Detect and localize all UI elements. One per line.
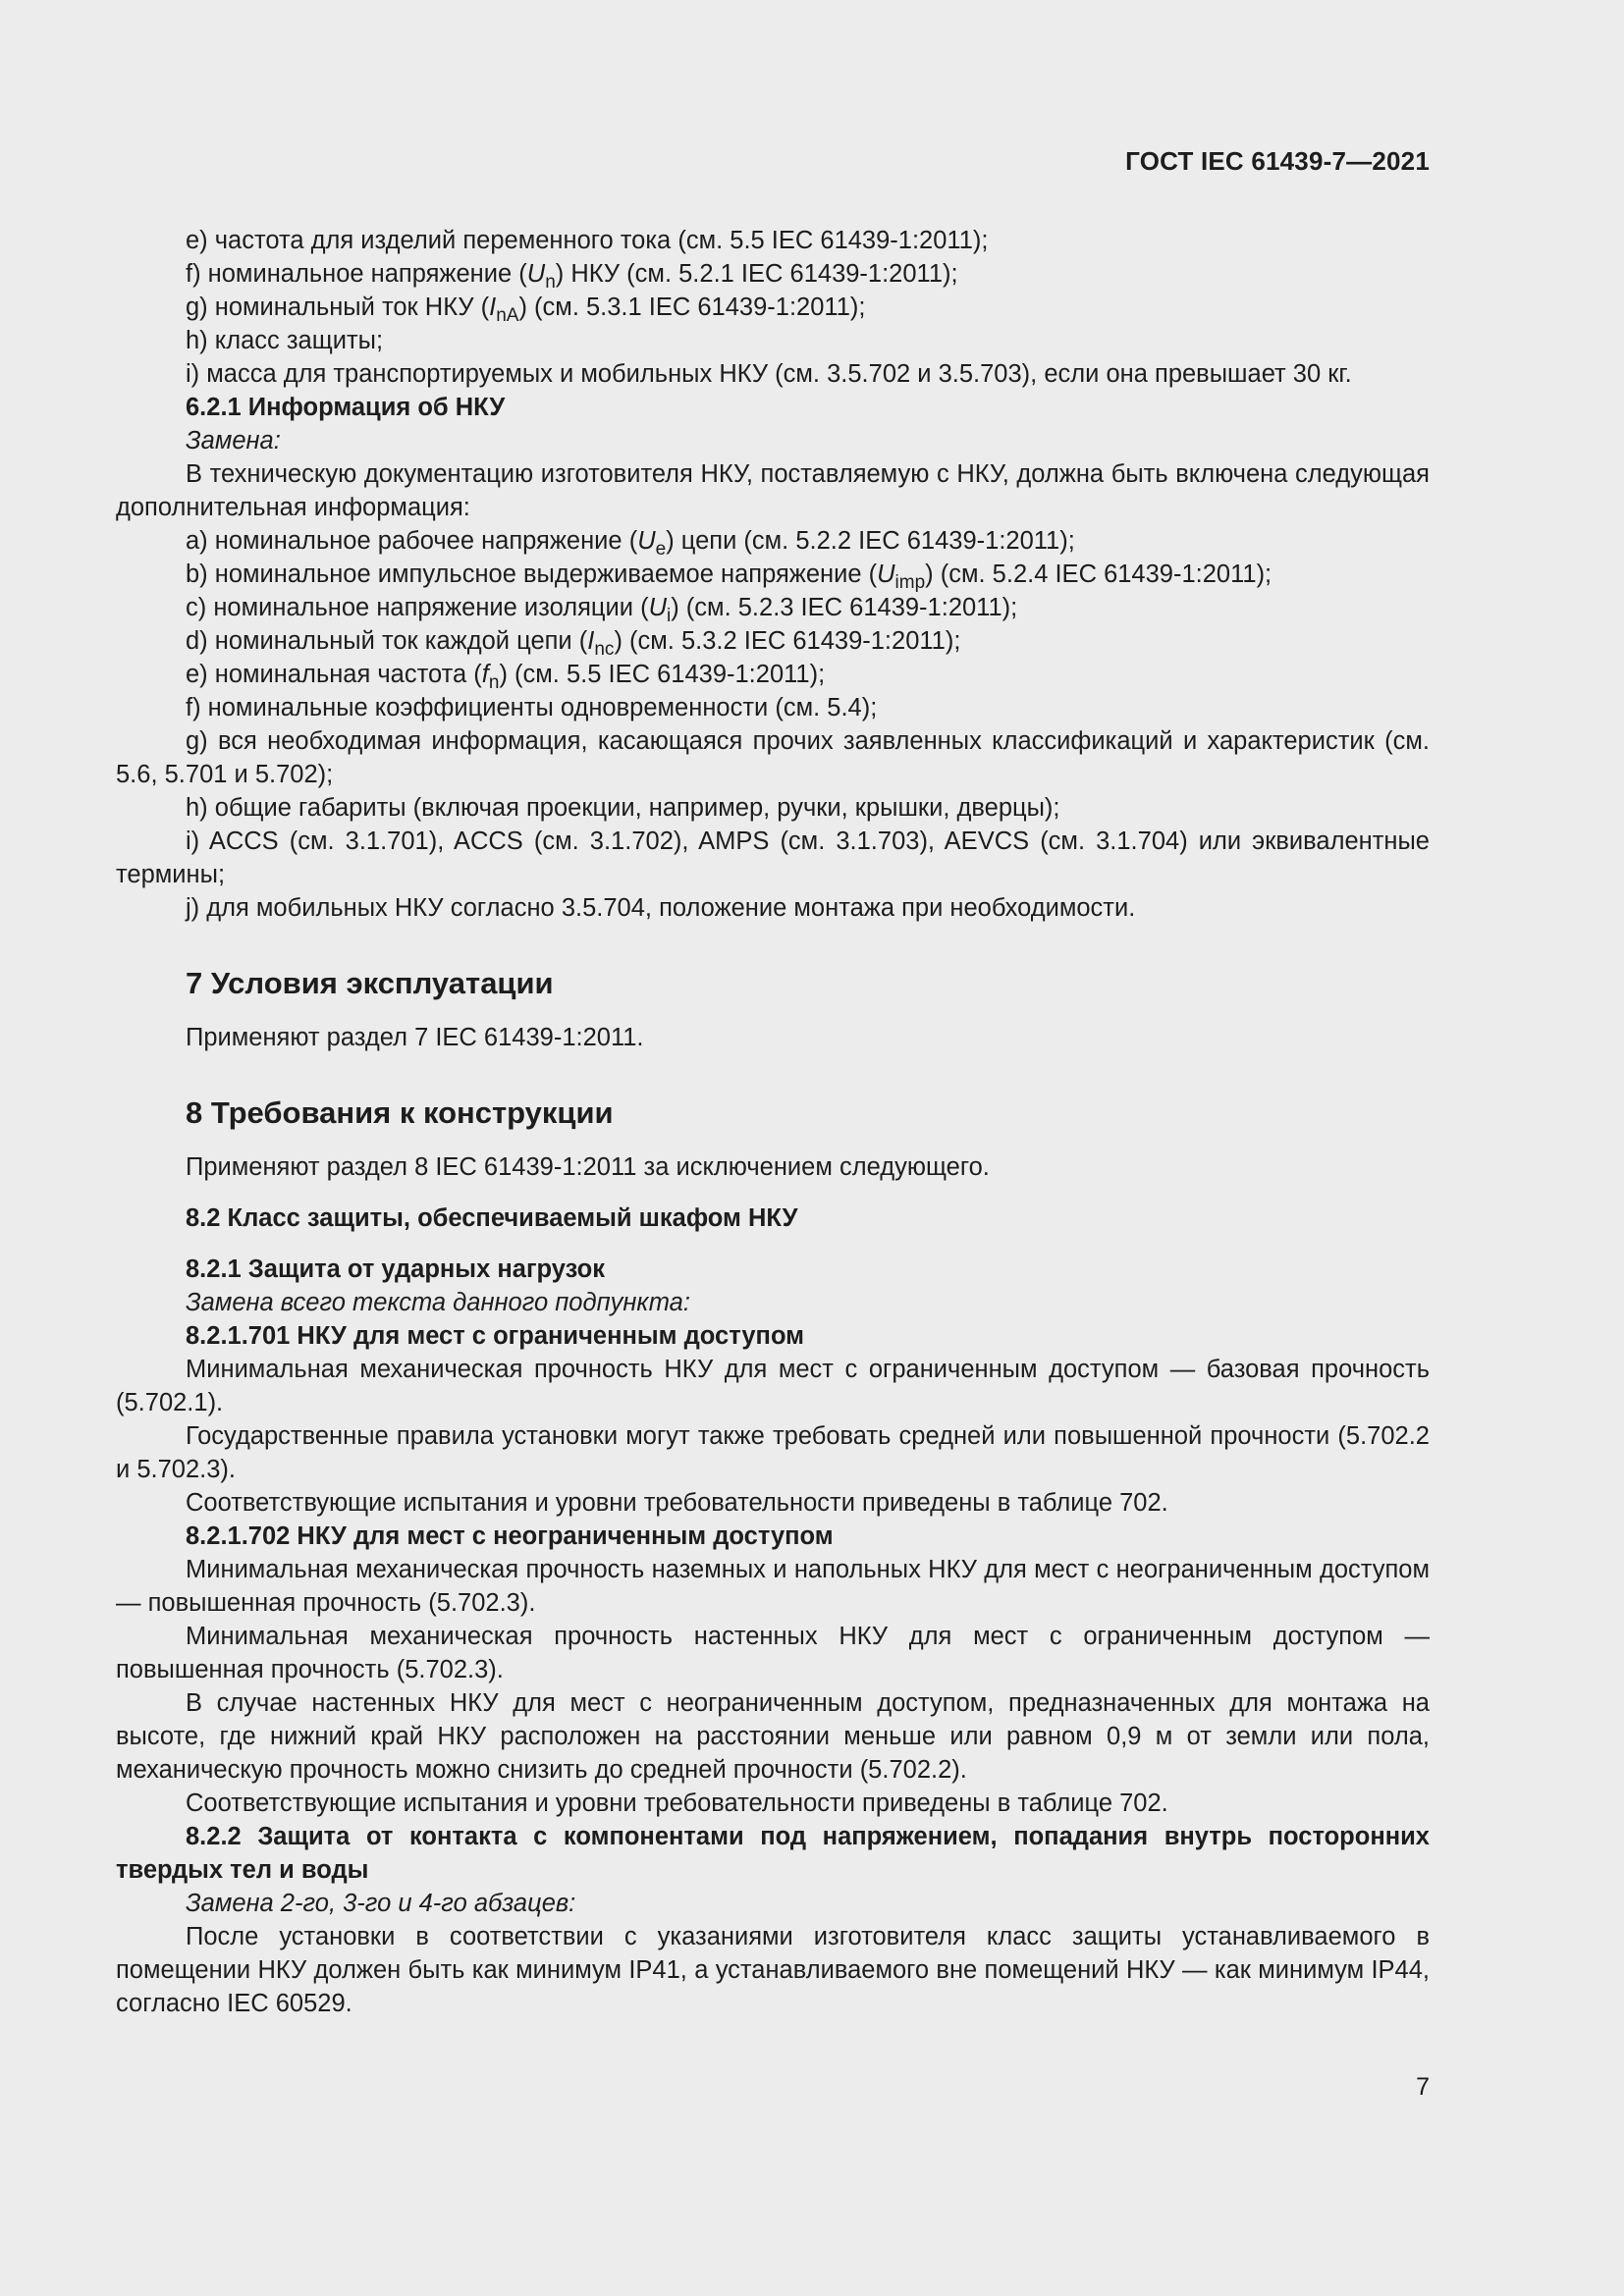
- paragraph: Минимальная механическая прочность наземных и напольных НКУ для мест с неограниченным доступом — повышенная прочность (5.702.3).: [116, 1556, 1430, 1617]
- section-7-text: Применяют раздел 7 IEC 61439-1:2011.: [186, 1024, 644, 1051]
- page-number: 7: [1416, 2073, 1430, 2101]
- list-item-f: f) номинальное напряжение $(U_n)$ НКУ (см. 5.2.1 IEC 61439-1:2011);: [186, 260, 958, 293]
- paragraph: Минимальная механическая прочность настенных НКУ для мест с ограниченным доступом — повышенная прочность (5.702.3).: [116, 1623, 1430, 1683]
- list-item-g: g) номинальный ток НКУ $(I_{nA})$ (см. 5.3.1 IEC 61439-1:2011);: [186, 294, 866, 326]
- subsection-heading-8-2-1-701: 8.2.1.701 НКУ для мест с ограниченным доступом: [186, 1322, 805, 1350]
- list-item-h: h) класс защиты;: [186, 327, 384, 354]
- document-body: [116, 224, 1430, 2020]
- info-item-j: j) для мобильных НКУ согласно 3.5.704, положение монтажа при необходимости.: [186, 894, 1136, 922]
- info-item-e: e) номинальная частота $(f_n)$ (см. 5.5 IEC 61439-1:2011);: [186, 661, 826, 693]
- paragraph: Соответствующие испытания и уровни требовательности приведены в таблице 702.: [186, 1489, 1168, 1517]
- paragraph: Соответствующие испытания и уровни требовательности приведены в таблице 702.: [186, 1789, 1168, 1817]
- info-item-a: a) номинальное рабочее напряжение $(U_e)$ цепи (см. 5.2.2 IEC 61439-1:2011);: [186, 527, 1075, 560]
- paragraph: В случае настенных НКУ для мест с неограниченным доступом, предназначенных для монтажа на высоте, где нижний край НКУ расположен на расстоянии меньше или равном 0,9 м от земли или пола, механическую прочность можно снизить до средней прочности (5.702.2).: [116, 1689, 1430, 1784]
- info-item-b: b) номинальное импульсное выдерживаемое напряжение $(U_{imp})$ (см. 5.2.4 IEC 61439-1:2011);: [186, 561, 1272, 593]
- paragraph: Государственные правила установки могут также требовать средней или повышенной прочности (5.702.2 и 5.702.3).: [116, 1422, 1430, 1483]
- replacement-note: Замена всего текста данного подпункта:: [186, 1289, 690, 1316]
- list-item-i: i) масса для транспортируемых и мобильных НКУ (см. 3.5.702 и 3.5.703), если она превышает 30 кг.: [186, 360, 1352, 388]
- list-item-e: e) частота для изделий переменного тока (см. 5.5 IEC 61439-1:2011);: [186, 227, 989, 254]
- subsection-heading-8-2-2: 8.2.2 Защита от контакта с компонентами под напряжением, попадания внутрь посторонних твердых тел и воды: [116, 1823, 1430, 1884]
- info-item-c: c) номинальное напряжение изоляции $(U_i)$ (см. 5.2.3 IEC 61439-1:2011);: [186, 594, 1018, 626]
- section-heading-8: 8 Требования к конструкции: [186, 1095, 614, 1130]
- subsection-heading-6-2-1: 6.2.1 Информация об НКУ: [186, 394, 506, 421]
- info-item-i: i) ACCS (см. 3.1.701), ACCS (см. 3.1.702), AMPS (см. 3.1.703), AEVCS (см. 3.1.704) или эквивалентные термины;: [116, 828, 1430, 888]
- replacement-note: Замена 2-го, 3-го и 4-го абзацев:: [186, 1890, 576, 1917]
- paragraph: Минимальная механическая прочность НКУ для мест с ограниченным доступом — базовая прочность (5.702.1).: [116, 1356, 1430, 1416]
- subsection-heading-8-2: 8.2 Класс защиты, обеспечиваемый шкафом НКУ: [186, 1204, 798, 1232]
- info-item-d: d) номинальный ток каждой цепи $(I_{nc})$ (см. 5.3.2 IEC 61439-1:2011);: [186, 627, 961, 660]
- info-item-h: h) общие габариты (включая проекции, например, ручки, крышки, дверцы);: [186, 794, 1060, 822]
- subsection-heading-8-2-1: 8.2.1 Защита от ударных нагрузок: [186, 1255, 606, 1283]
- document-id-header: ГОСТ IEC 61439-7—2021: [1125, 146, 1430, 176]
- section-8-text: Применяют раздел 8 IEC 61439-1:2011 за исключением следующего.: [186, 1153, 990, 1181]
- subsection-heading-8-2-1-702: 8.2.1.702 НКУ для мест с неограниченным доступом: [186, 1522, 834, 1550]
- info-item-f: f) номинальные коэффициенты одновременности (см. 5.4);: [186, 694, 878, 721]
- info-item-g: g) вся необходимая информация, касающаяся прочих заявленных классификаций и характеристик (см. 5.6, 5.701 и 5.702);: [116, 727, 1430, 788]
- section-heading-7: 7 Условия эксплуатации: [186, 966, 554, 1000]
- paragraph: После установки в соответствии с указаниями изготовителя класс защиты устанавливаемого в помещении НКУ должен быть как минимум IP41, а устанавливаемого вне помещений НКУ — как минимум IP44, согласно IEC 60529.: [116, 1923, 1430, 2017]
- replacement-note: Замена:: [186, 427, 281, 454]
- paragraph-intro: В техническую документацию изготовителя НКУ, поставляемую с НКУ, должна быть включена следующая дополнительная информация:: [116, 460, 1430, 521]
